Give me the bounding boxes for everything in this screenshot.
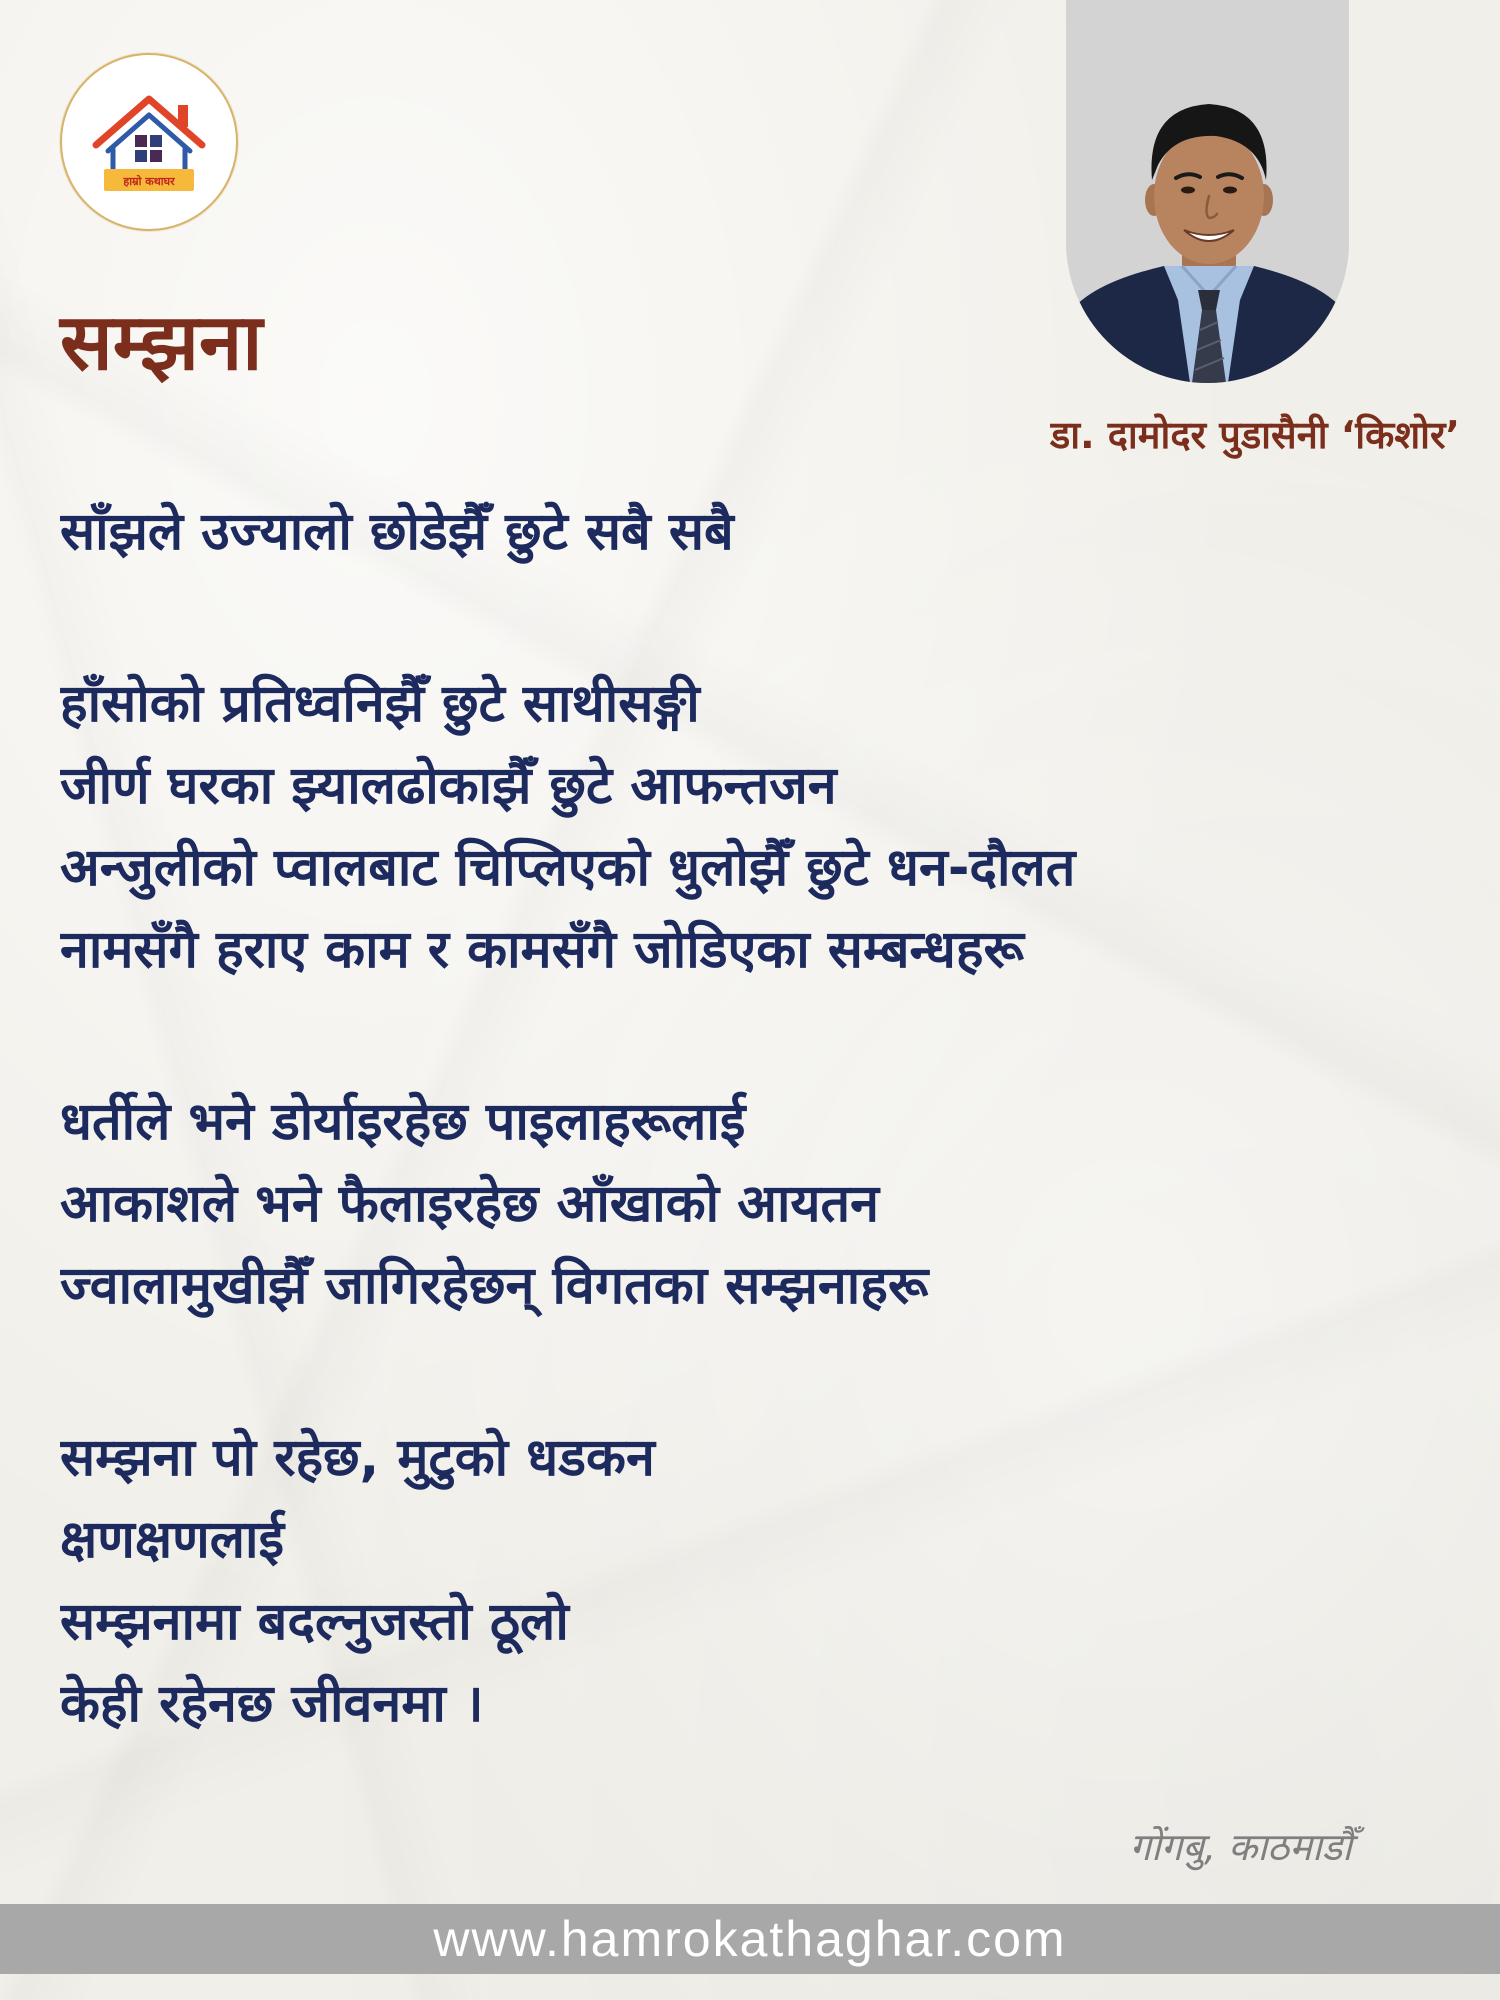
logo-window (135, 135, 162, 162)
stanza-1 (60, 491, 1460, 573)
author-portrait (1066, 0, 1349, 383)
poem-line: अन्जुलीको प्वालबाट चिप्लिएको धुलोझैँ छुटे धन-दौलत (60, 838, 1076, 898)
logo-chimney (178, 105, 188, 127)
poem-line: हाँसोको प्रतिध्वनिझैँ छुटे साथीसङ्गी (60, 674, 700, 734)
poem-title: सम्झना (60, 298, 263, 388)
author-photo (1066, 0, 1349, 383)
poem-body (60, 491, 1460, 1835)
stanza-3 (60, 1081, 1460, 1327)
footer-website: www.hamrokathaghar.com (433, 1911, 1067, 1967)
stanza-2 (60, 663, 1460, 991)
poem-line: धर्तीले भने डोर्याइरहेछ पाइलाहरूलाई (60, 1092, 746, 1152)
stanza-4 (60, 1417, 1460, 1745)
poem-line: ज्वालामुखीझैँ जागिरहेछन् विगतका सम्झनाहरू (60, 1256, 929, 1316)
portrait-eye-left (1181, 187, 1195, 194)
logo-text: हाम्रो कथाघर (123, 175, 175, 188)
poem-line: आकाशले भने फैलाइरहेछ आँखाको आयतन (60, 1174, 880, 1234)
poem-line: सम्झनामा बदल्नुजस्तो ठूलो (60, 1592, 569, 1652)
house-icon (62, 55, 236, 229)
location-text: गोंगबु, काठमाडौँ (1129, 1825, 1352, 1869)
poem-line: केही रहेनछ जीवनमा । (60, 1674, 484, 1734)
poem-line: क्षणक्षणलाई (60, 1510, 285, 1570)
poem-line: नामसँगै हराए काम र कामसँगै जोडिएका सम्बन्धहरू (60, 920, 1024, 980)
author-name: डा. दामोदर पुडासैनी ‘किशोर’ (1049, 413, 1460, 457)
portrait-eye-right (1223, 187, 1237, 194)
poem-line: साँझले उज्यालो छोडेझैँ छुटे सबै सबै (60, 502, 734, 562)
poem-line: जीर्ण घरका झ्यालढोकाझैँ छुटे आफन्तजन (60, 756, 837, 816)
poem-line: सम्झना पो रहेछ, मुटुको धडकन (60, 1428, 655, 1488)
site-logo (60, 53, 238, 231)
footer-bar (0, 1904, 1500, 1974)
